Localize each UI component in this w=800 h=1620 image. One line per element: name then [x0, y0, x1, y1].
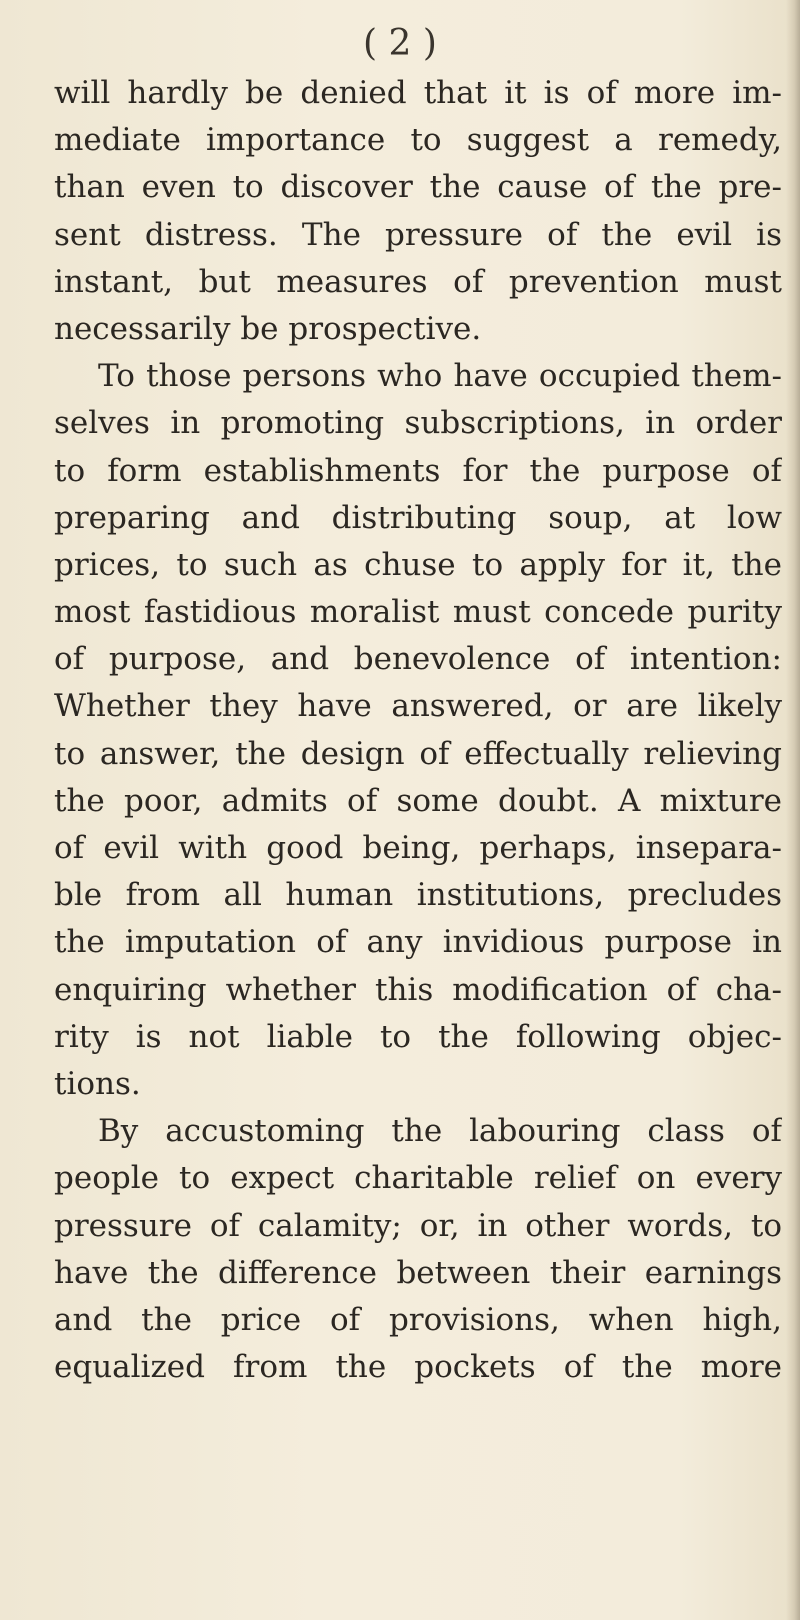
- text-line: rity is not liable to the following objec-: [54, 1018, 782, 1055]
- text-line: necessarily be prospective.: [54, 310, 482, 347]
- text-line: preparing and distributing soup, at low: [54, 499, 782, 536]
- text-line: Whether they have answered, or are likely: [54, 688, 782, 725]
- text-line: the poor, admits of some doubt. A mixture: [54, 782, 782, 819]
- text-line: than even to discover the cause of the pre-: [54, 169, 782, 206]
- text-line: of evil with good being, perhaps, insepara-: [54, 830, 782, 866]
- text-line: of purpose, and benevolence of intention:: [54, 641, 782, 678]
- page-edge-shadow: [786, 0, 800, 1620]
- text-line: ble from all human institutions, precludes: [54, 877, 782, 914]
- text-line: By accustoming the labouring class of: [98, 1113, 782, 1150]
- text-line: will hardly be denied that it is of more im-: [54, 75, 782, 111]
- text-line: to answer, the design of effectually relieving: [54, 735, 782, 772]
- text-line: To those persons who have occupied them-: [98, 358, 782, 395]
- body-text: [54, 70, 782, 1391]
- text-line: pressure of calamity; or, in other words, to: [54, 1207, 782, 1244]
- text-line: instant, but measures of prevention must: [54, 263, 782, 300]
- text-line: people to expect charitable relief on every: [54, 1160, 782, 1197]
- text-line: most fastidious moralist must concede purity: [54, 594, 782, 631]
- text-line: and the price of provisions, when high,: [54, 1301, 782, 1338]
- text-line: sent distress. The pressure of the evil is: [54, 216, 782, 253]
- text-line: selves in promoting subscriptions, in order: [54, 405, 782, 442]
- text-line: to form establishments for the purpose of: [54, 452, 782, 489]
- text-line: prices, to such as chuse to apply for it, the: [54, 546, 782, 583]
- text-line: mediate importance to suggest a remedy,: [54, 122, 782, 159]
- text-line: the imputation of any invidious purpose in: [54, 924, 782, 961]
- text-line: tions.: [54, 1065, 141, 1102]
- text-line: equalized from the pockets of the more: [54, 1349, 782, 1386]
- text-line: enquiring whether this modification of cha-: [54, 971, 782, 1008]
- text-line: have the difference between their earnings: [54, 1254, 782, 1291]
- page-number: ( 2 ): [363, 23, 437, 64]
